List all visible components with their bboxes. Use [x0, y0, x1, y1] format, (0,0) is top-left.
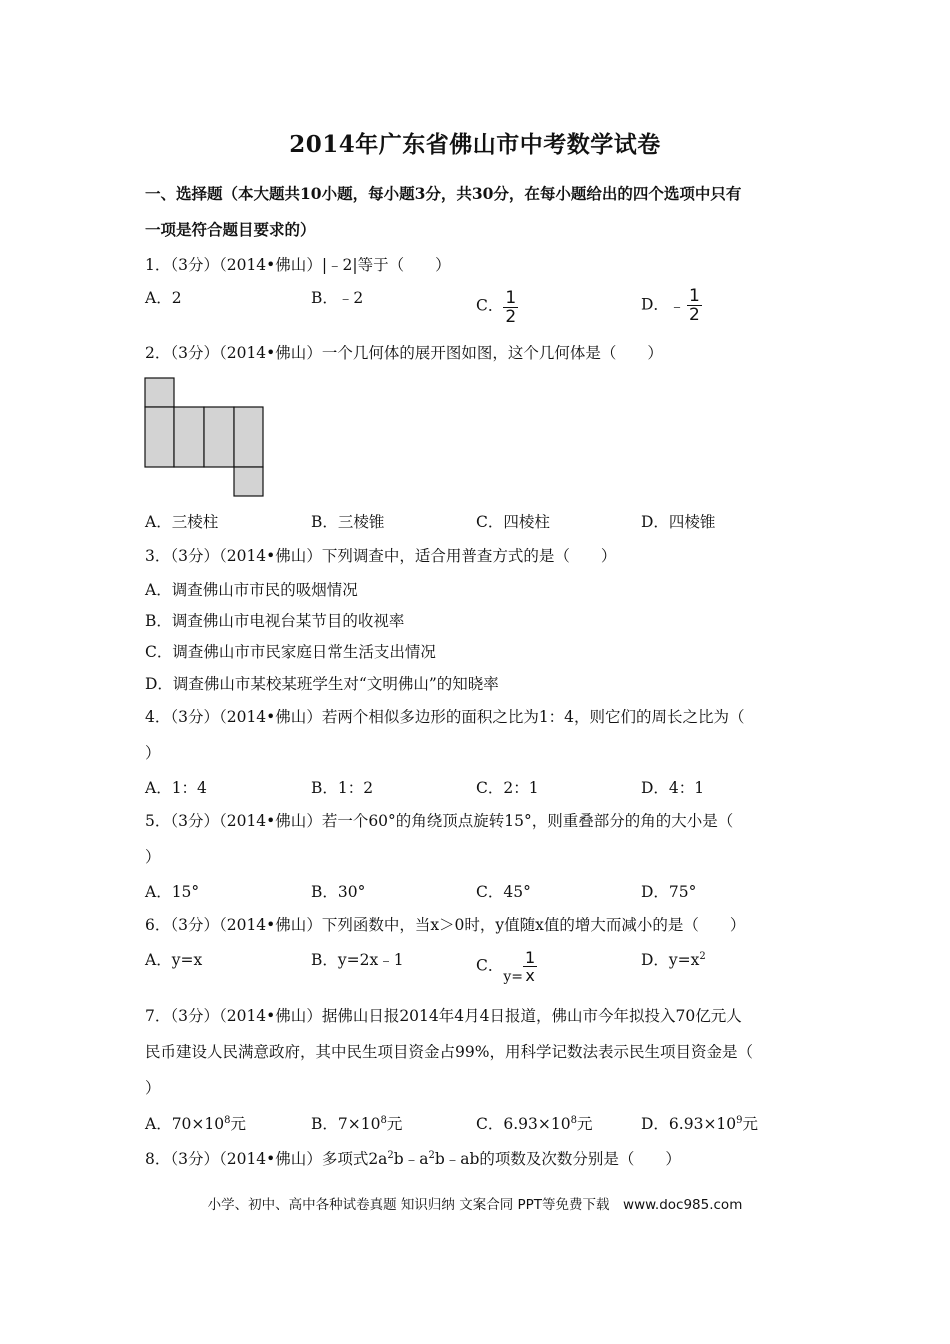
- question-5-stem-line2: ）: [145, 848, 161, 866]
- stem-text: b﹣a: [393, 1150, 429, 1168]
- option-b: [311, 1113, 402, 1135]
- stem-text: b﹣ab的项数及次数分别是（ ）: [434, 1150, 681, 1168]
- option-c: [476, 949, 537, 984]
- question-6-options: [145, 948, 825, 985]
- net-face-4: [234, 407, 263, 467]
- option-b: B．﹣2: [311, 289, 364, 307]
- option-label: D．: [641, 295, 669, 314]
- net-face-3: [204, 407, 234, 467]
- page-title: 2014年广东省佛山市中考数学试卷: [289, 131, 661, 158]
- option-b: B．30°: [311, 883, 366, 901]
- exponent: 8: [224, 1115, 231, 1126]
- exponent: 2: [387, 1150, 394, 1161]
- option-text: A．70×10: [145, 1115, 225, 1133]
- question-1-stem: 1．（3分）（2014•佛山）|﹣2|等于（ ）: [145, 256, 451, 274]
- question-2-options: [145, 511, 825, 535]
- option-b: B．y=2x﹣1: [311, 951, 404, 969]
- question-7-stem-line2: 民币建设人民满意政府，其中民生项目资金占99%，用科学记数法表示民生项目资金是（: [145, 1043, 753, 1061]
- exponent: 2: [428, 1150, 435, 1161]
- exponent: 2: [699, 951, 706, 962]
- question-7-stem-line3: ）: [145, 1079, 161, 1097]
- unit: 元: [230, 1115, 247, 1133]
- question-7-stem-line1: 7．（3分）（2014•佛山）据佛山日报2014年4月4日报道，佛山市今年拟投入70亿元人: [145, 1007, 742, 1025]
- option-c: [476, 1113, 592, 1135]
- geometric-net-figure: [144, 377, 266, 499]
- page-footer: 小学、初中、高中各种试卷真题 知识归纳 文案合同 PPT等免费下载 www.doc985.com: [207, 1197, 743, 1213]
- net-face-2: [174, 407, 204, 467]
- option-a: A．1：4: [145, 779, 207, 797]
- question-3-stem: 3．（3分）（2014•佛山）下列调查中，适合用普查方式的是（ ）: [145, 547, 617, 565]
- exponent: 8: [570, 1115, 577, 1126]
- question-7-options: [145, 1113, 825, 1137]
- option-c: C．2：1: [476, 779, 539, 797]
- option-text: D．y=x: [641, 951, 700, 969]
- exponent: 9: [736, 1115, 743, 1126]
- question-3-option-a: A．调查佛山市市民的吸烟情况: [145, 581, 358, 599]
- option-d: [641, 1113, 758, 1135]
- question-5-stem-line1: 5．（3分）（2014•佛山）若一个60°的角绕顶点旋转15°，则重叠部分的角的大小是（: [145, 812, 734, 830]
- fraction-denominator: 2: [505, 307, 517, 327]
- unit: 元: [742, 1115, 759, 1133]
- unit: 元: [386, 1115, 403, 1133]
- option-d: D．4：1: [641, 779, 705, 797]
- question-2-stem: 2．（3分）（2014•佛山）一个几何体的展开图如图，这个几何体是（ ）: [145, 344, 663, 362]
- option-c: C．45°: [476, 883, 531, 901]
- option-label: C．: [476, 296, 504, 315]
- fraction: [523, 949, 537, 984]
- question-6-stem: 6．（3分）（2014•佛山）下列函数中，当x＞0时，y值随x值的增大而减小的是（ ）: [145, 916, 746, 934]
- stem-text: 8．（3分）（2014•佛山）多项式2a: [145, 1150, 388, 1168]
- option-d: D．四棱锥: [641, 513, 716, 531]
- question-5-options: [145, 881, 825, 905]
- fraction-denominator: x: [525, 966, 535, 985]
- negative-sign: ﹣: [668, 295, 685, 315]
- question-1-options: [145, 286, 825, 327]
- option-text: C．6.93×10: [476, 1115, 571, 1133]
- fraction-denominator: 2: [688, 305, 700, 325]
- option-label: C．: [476, 956, 504, 975]
- net-square-bottom: [234, 467, 263, 496]
- fraction-numerator: 1: [505, 288, 517, 308]
- option-d: [641, 287, 702, 324]
- function-prefix: y=: [503, 968, 524, 985]
- option-b: B．三棱锥: [311, 513, 385, 531]
- option-a: [145, 1113, 246, 1135]
- option-a: A．y=x: [145, 951, 203, 969]
- unit: 元: [576, 1115, 593, 1133]
- question-4-stem-line1: 4．（3分）（2014•佛山）若两个相似多边形的面积之比为1：4，则它们的周长之比为（: [145, 708, 745, 726]
- question-8-stem: [145, 1148, 681, 1170]
- fraction-numerator: 1: [525, 948, 536, 967]
- option-c: C．四棱柱: [476, 513, 550, 531]
- exponent: 8: [380, 1115, 387, 1126]
- fraction: [687, 287, 702, 324]
- net-square-top: [145, 378, 174, 407]
- section-heading-line2: 一项是符合题目要求的）: [145, 220, 316, 239]
- net-face-1: [145, 407, 174, 467]
- question-4-stem-line2: ）: [145, 744, 161, 762]
- option-d: [641, 949, 706, 971]
- option-a: A．三棱柱: [145, 513, 219, 531]
- option-c: [476, 287, 518, 326]
- option-d: D．75°: [641, 883, 697, 901]
- option-a: A．15°: [145, 883, 200, 901]
- question-3-option-c: C．调查佛山市市民家庭日常生活支出情况: [145, 643, 436, 661]
- section-heading-line1: 一、选择题（本大题共10小题，每小题3分，共30分，在每小题给出的四个选项中只有: [145, 184, 742, 203]
- fraction-numerator: 1: [688, 286, 700, 306]
- option-b: B．1：2: [311, 779, 374, 797]
- option-text: B．7×10: [311, 1115, 381, 1133]
- question-3-option-d: D．调查佛山市某校某班学生对“文明佛山”的知晓率: [145, 675, 499, 693]
- question-4-options: [145, 777, 825, 801]
- option-a: A．2: [145, 289, 182, 307]
- option-text: D．6.93×10: [641, 1115, 737, 1133]
- fraction: [503, 289, 518, 326]
- question-3-option-b: B．调查佛山市电视台某节目的收视率: [145, 612, 405, 630]
